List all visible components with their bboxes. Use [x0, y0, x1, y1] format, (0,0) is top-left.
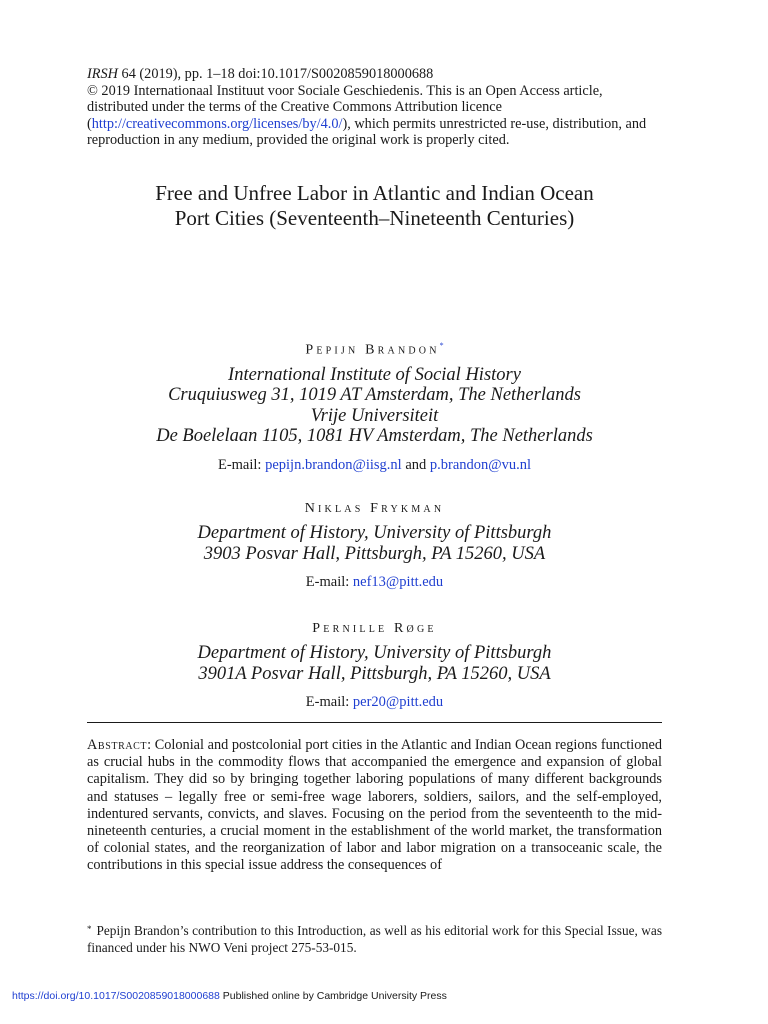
email-line — [87, 574, 662, 591]
affiliation — [87, 523, 662, 564]
title-line-1: Free and Unfree Labor in Atlantic and Indian Ocean — [155, 180, 594, 205]
article-title — [87, 181, 662, 231]
footnote — [87, 921, 662, 956]
email-label: E-mail: — [305, 694, 353, 710]
affiliation-line: Vrije Universiteit — [310, 405, 439, 426]
section-divider — [87, 722, 662, 723]
email-line — [87, 457, 662, 474]
affiliation-line: Cruquiusweg 31, 1019 AT Amsterdam, The Netherlands — [168, 385, 581, 406]
email-separator: and — [401, 456, 430, 473]
affiliation-line: Department of History, University of Pittsburgh — [197, 523, 552, 543]
author-block-frykman — [87, 501, 662, 591]
affiliation — [87, 365, 662, 447]
author-name — [87, 341, 662, 359]
publication-footer — [12, 990, 447, 1002]
doi-link[interactable]: https://doi.org/10.1017/S0020859018000688 — [12, 990, 220, 1002]
affiliation-line: Department of History, University of Pittsburgh — [197, 643, 552, 663]
article-page — [87, 66, 662, 710]
title-line-2: Port Cities (Seventeenth–Nineteenth Centuries) — [174, 205, 575, 230]
footnote-mark: * — [87, 924, 92, 934]
abstract-label: Abstract — [87, 737, 148, 753]
abstract-text: : Colonial and postcolonial port cities in the Atlantic and Indian Ocean regions functioned as crucial hubs in the commodity flows that accompanied the emergence and expansion of global capitalism. They did so by bringing together laboring populations of many different backgrounds and statuses – legally free or semi-free wage laborers, soldiers, sailors, and the self-employed, indentured servants, convicts, and slaves. Focusing on the period from the seventeenth to the mid-nineteenth centuries, a crucial moment in the establishment of the world market, the transformation of colonial states, and the reorganization of labor and labor migration on a transoceanic scale, the contributions in this special issue address the consequences of — [87, 737, 662, 874]
footnote-text: Pepijn Brandon’s contribution to this Introduction, as well as his editorial work for this Special Issue, was financed under his NWO Veni project 275-53-015. — [87, 923, 662, 955]
affiliation-line: 3901A Posvar Hall, Pittsburgh, PA 15260, USA — [198, 663, 551, 684]
citation-details: 64 (2019), pp. 1–18 doi:10.1017/S0020859018000688 — [117, 66, 434, 82]
email-label: E-mail: — [217, 456, 266, 473]
email-link[interactable]: pepijn.brandon@iisg.nl — [265, 456, 402, 473]
affiliation-line: International Institute of Social History — [228, 364, 521, 385]
author-name: Niklas Frykman — [304, 501, 445, 516]
citation-line — [87, 66, 662, 83]
published-online-text: Published online by Cambridge University Press — [219, 990, 447, 1002]
affiliation — [87, 643, 662, 684]
email-link[interactable]: per20@pitt.edu — [352, 694, 444, 710]
email-link[interactable]: p.brandon@vu.nl — [429, 456, 532, 473]
author-name: Pernille Røge — [312, 621, 437, 636]
abstract — [87, 737, 662, 875]
journal-header — [87, 66, 662, 149]
copyright-text: © 2019 Internationaal Instituut voor Sociale Geschiedenis. This is an Open Access article, distributed under the terms of the Creative Commons Attribution licence ( — [87, 82, 603, 132]
author-block-brandon — [87, 341, 662, 474]
copyright-text-end: ), which permits unrestricted re-use, distribution, and reproduction in any medium, provided the original work is properly cited. — [87, 115, 647, 148]
copyright-notice — [87, 83, 662, 149]
affiliation-line: De Boelelaan 1105, 1081 HV Amsterdam, The Netherlands — [156, 426, 593, 447]
email-line — [87, 694, 662, 711]
footnote-marker[interactable]: * — [439, 341, 444, 350]
license-link[interactable]: http://creativecommons.org/licenses/by/4.0/ — [91, 115, 343, 132]
author-name-text: Pepijn Brandon — [305, 342, 440, 358]
journal-name: IRSH — [87, 66, 118, 82]
affiliation-line: 3903 Posvar Hall, Pittsburgh, PA 15260, USA — [203, 543, 546, 564]
author-block-roge — [87, 621, 662, 711]
email-label: E-mail: — [305, 574, 353, 590]
email-link[interactable]: nef13@pitt.edu — [352, 574, 444, 590]
